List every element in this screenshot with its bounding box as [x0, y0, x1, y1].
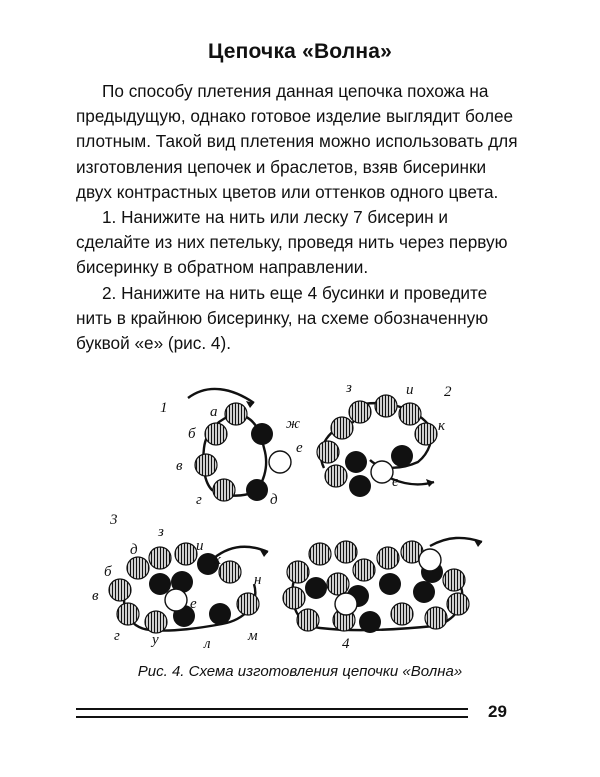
- bead-2-8: [345, 451, 367, 473]
- label-e: е: [296, 440, 303, 456]
- footer-rule-1: [76, 708, 468, 710]
- bead-4-17: [379, 573, 401, 595]
- bead-4-6: [377, 547, 399, 569]
- step-number-2: 2: [444, 384, 452, 400]
- bead-3-5: [117, 603, 139, 625]
- bead-4-white-1: [335, 593, 357, 615]
- footer-rule-2: [76, 716, 468, 718]
- bead-4-12: [425, 607, 447, 629]
- label-v-3: в: [92, 588, 99, 604]
- bead-2-1: [349, 401, 371, 423]
- bead-3-10: [149, 573, 171, 595]
- label-i-2: и: [406, 382, 414, 398]
- bead-4-2: [335, 541, 357, 563]
- bead-4-white-2: [419, 549, 441, 571]
- bead-e: [269, 451, 291, 473]
- bead-4-4: [283, 587, 305, 609]
- bead-4-13: [447, 593, 469, 615]
- label-v: в: [176, 458, 183, 474]
- label-b-3: б: [104, 564, 112, 580]
- label-k-3: к: [214, 552, 222, 568]
- paragraph-step-1: 1. Нанижите на нить или леску 7 бисерин и сделайте из них петельку, проведя нить через первую бисеринку в обратном направлении.: [76, 207, 508, 278]
- bead-a: [225, 403, 247, 425]
- bead-3-8: [237, 593, 259, 615]
- bead-3-3: [127, 557, 149, 579]
- bead-3-13: [209, 603, 231, 625]
- label-e-3: е: [190, 596, 197, 612]
- label-i-3: и: [196, 538, 204, 554]
- step-4-diagram: [283, 538, 482, 652]
- bead-4-5: [297, 609, 319, 631]
- bead-3-7: [219, 561, 241, 583]
- bead-2-e: [371, 461, 393, 483]
- label-z-3: з: [158, 524, 164, 540]
- bead-4-14: [443, 569, 465, 591]
- bead-4-1: [309, 543, 331, 565]
- step-3-diagram: [92, 512, 268, 652]
- bead-2-3: [399, 403, 421, 425]
- bead-v: [195, 454, 217, 476]
- label-l-3: л: [204, 636, 211, 652]
- step-number-1: 1: [160, 400, 168, 416]
- bead-4-19: [359, 611, 381, 633]
- step-1-diagram: [160, 389, 303, 508]
- label-g-3: г: [114, 628, 120, 644]
- bead-d: [246, 479, 268, 501]
- step-2-diagram: [317, 380, 452, 497]
- label-d: д: [270, 492, 278, 508]
- label-k-2: к: [438, 418, 446, 434]
- beading-diagram: [84, 378, 524, 658]
- label-b: б: [188, 426, 196, 442]
- bead-b: [205, 423, 227, 445]
- bead-3-e: [165, 589, 187, 611]
- label-z-2: з: [346, 380, 352, 396]
- bead-4-3: [287, 561, 309, 583]
- step-number-3: 3: [110, 512, 118, 528]
- label-n-3: н: [254, 572, 262, 588]
- bead-4-11: [391, 603, 413, 625]
- figure-caption: Рис. 4. Схема изготовления цепочки «Волна»: [137, 663, 463, 680]
- label-e-2: е: [392, 474, 399, 490]
- label-a: а: [210, 404, 218, 420]
- label-d-3: д: [130, 542, 138, 558]
- bead-2-2: [375, 395, 397, 417]
- paragraph-intro: По способу плетения данная цепочка похожа на предыдущую, однако готовое изделие выглядит более плотным. Такой вид плетения можно использовать для изготовления цепочек и браслетов, взяв бисеринки двух контрастных цветов или оттенков одного цвета.: [76, 81, 518, 202]
- label-m-3: м: [248, 628, 258, 644]
- bead-g: [213, 479, 235, 501]
- bead-3-6: [145, 611, 167, 633]
- bead-2-4: [415, 423, 437, 445]
- bead-4-8: [353, 559, 375, 581]
- page-title: Цепочка «Волна»: [207, 40, 392, 63]
- bead-2-6: [317, 441, 339, 463]
- page-number: 29: [488, 702, 507, 721]
- label-u-3: у: [152, 632, 159, 648]
- bead-4-20: [413, 581, 435, 603]
- paragraph-step-2: 2. Нанижите на нить еще 4 бусинки и проведите нить в крайнюю бисеринку, на схеме обозначенную буквой «е» (рис. 4).: [76, 282, 489, 354]
- bead-2-9: [349, 475, 371, 497]
- label-g: г: [196, 492, 202, 508]
- step-number-4: 4: [342, 636, 350, 652]
- bead-2-5: [331, 417, 353, 439]
- bead-3-4: [109, 579, 131, 601]
- bead-zh: [251, 423, 273, 445]
- bead-4-15: [305, 577, 327, 599]
- body-text: [76, 79, 518, 356]
- bead-2-10: [391, 445, 413, 467]
- bead-3-1: [149, 547, 171, 569]
- bead-2-7: [325, 465, 347, 487]
- bead-3-2: [175, 543, 197, 565]
- label-zh: ж: [286, 416, 300, 432]
- bead-4-9: [327, 573, 349, 595]
